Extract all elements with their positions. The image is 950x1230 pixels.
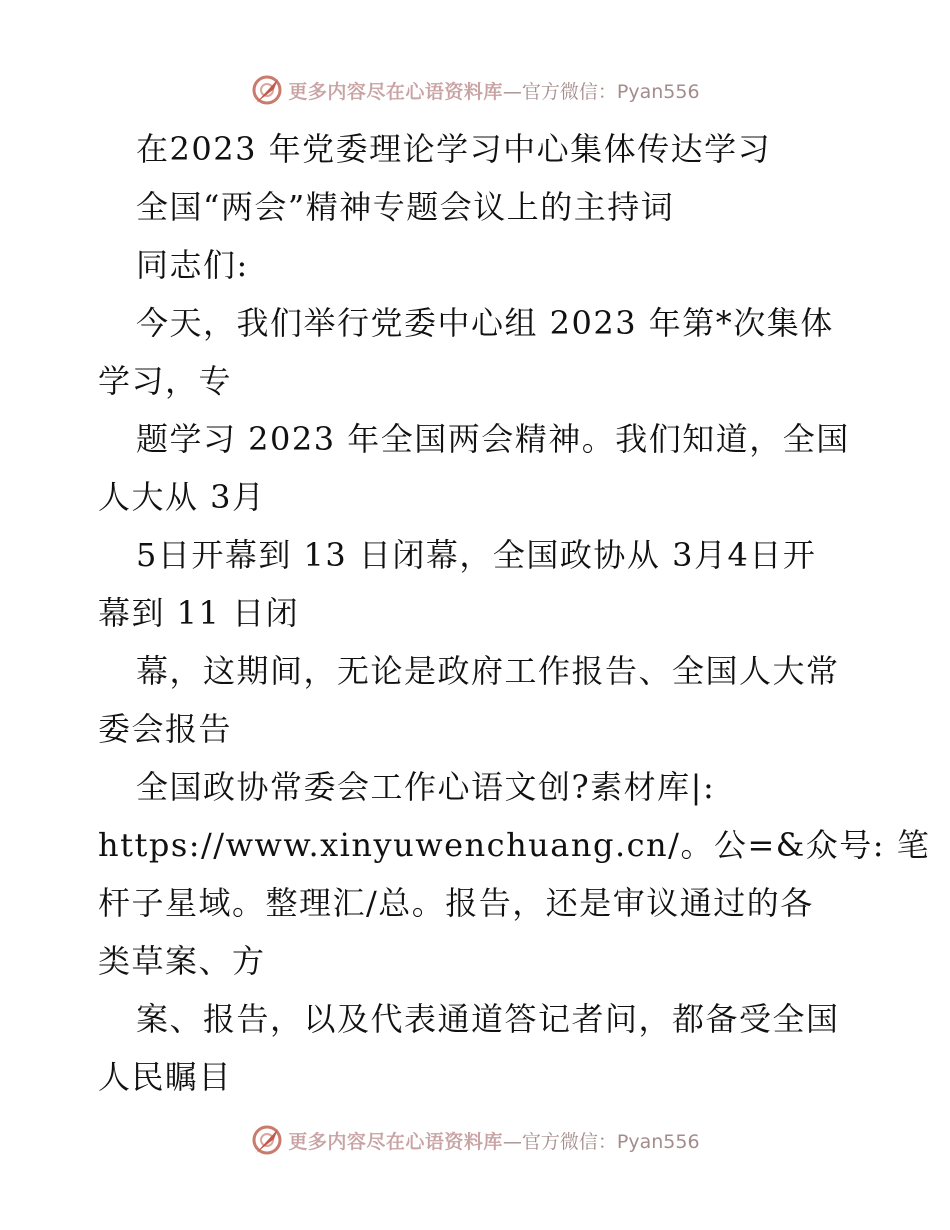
text-line: 委会报告	[98, 710, 233, 748]
text-line: 全国政协常委会工作心语文创?素材库|:	[136, 768, 716, 806]
text-line: https://www.xinyuwenchuang.cn/。公=&众号: 笔	[98, 826, 931, 864]
text-line: 幕，这期间，无论是政府工作报告、全国人大常	[136, 652, 840, 690]
text-line: 今天，我们举行党委中心组 2023 年第*次集体	[136, 304, 834, 342]
text-line: 学习，专	[98, 362, 233, 400]
text-line: 幕到 11 日闭	[98, 594, 300, 632]
text-line: 在2023 年党委理论学习中心集体传达学习	[136, 130, 772, 168]
footer-banner	[0, 1120, 950, 1160]
document-body	[98, 120, 931, 1106]
text-line: 人民瞩目	[98, 1058, 233, 1096]
banner-text: 更多内容尽在心语资料库	[288, 1130, 503, 1153]
banner-contact: —官方微信：Pyan556	[502, 80, 700, 103]
banner-text: 更多内容尽在心语资料库	[288, 80, 503, 103]
banner-contact: —官方微信：Pyan556	[502, 1130, 700, 1153]
text-line: 类草案、方	[98, 942, 266, 980]
text-line: 人大从 3月	[98, 478, 266, 516]
text-line: 全国“两会”精神专题会议上的主持词	[136, 188, 675, 226]
text-line: 杆子星域。整理汇/总。报告，还是审议通过的各	[98, 884, 814, 922]
text-line: 题学习 2023 年全国两会精神。我们知道，全国	[136, 420, 850, 458]
quill-logo-icon	[250, 73, 284, 107]
text-line: 5日开幕到 13 日闭幕，全国政协从 3月4日开	[136, 536, 817, 574]
text-line: 案、报告，以及代表通道答记者问，都备受全国	[136, 1000, 840, 1038]
text-line: 同志们:	[136, 246, 249, 284]
header-banner	[0, 70, 950, 110]
quill-logo-icon	[250, 1123, 284, 1157]
